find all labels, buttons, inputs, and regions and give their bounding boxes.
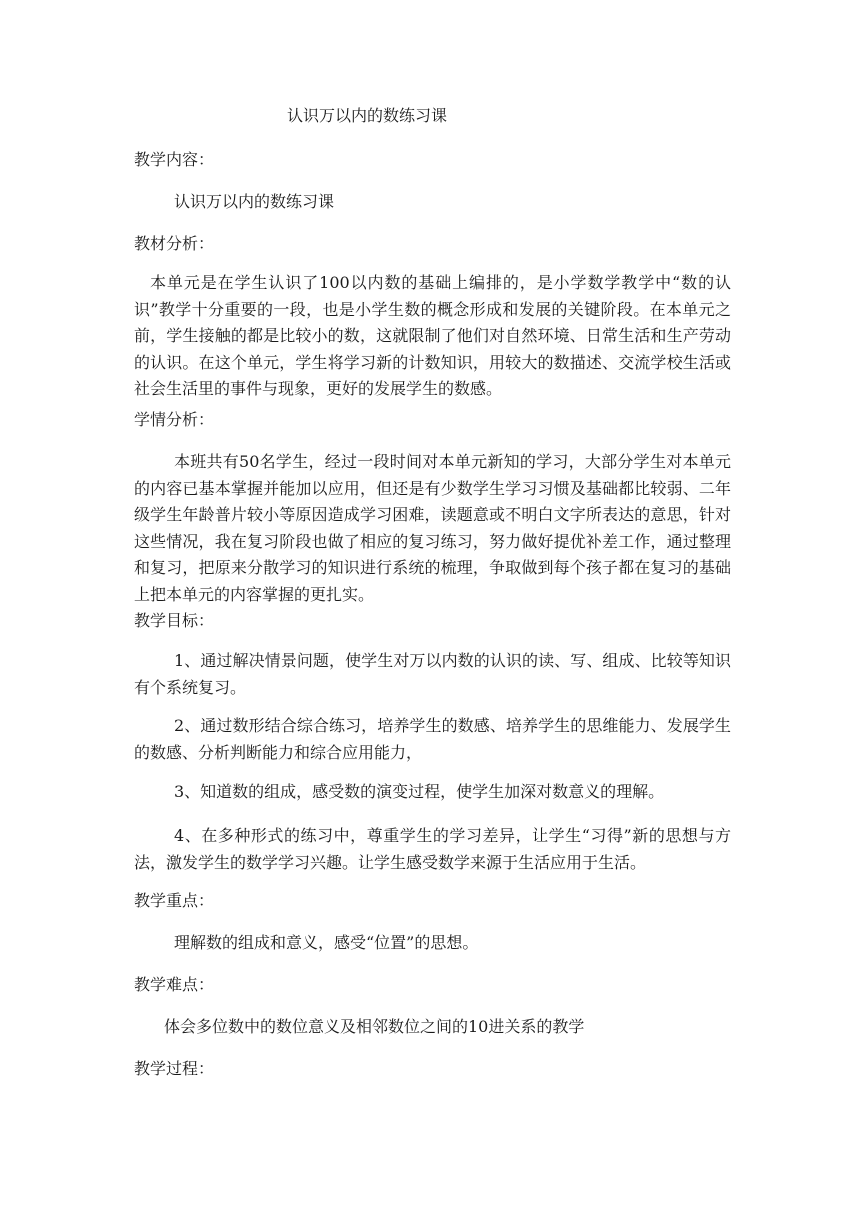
goals-heading: 教学目标： <box>134 611 215 630</box>
goal-item-1: 1、通过解决情景问题，使学生对万以内数的认识的读、写、组成、比较等知识有个系统复习。 <box>134 651 731 697</box>
material-paragraph: 本单元是在学生认识了100以内数的基础上编排的，是小学数学教学中“数的认识”教学十分重要的一段，也是小学生数的概念形成和发展的关键阶段。在本单元之前，学生接触的都是比较小的数，这就限制了他们对自然环境、日常生活和生产劳动的认识。在这个单元，学生将学习新的计数知识，用较大的数描述、交流学校生活或社会生活里的事件与现象，更好的发展学生的数感。 <box>134 273 731 398</box>
material-heading: 教材分析： <box>134 234 215 253</box>
document-title: 认识万以内的数练习课 <box>287 106 448 125</box>
goal-item-3: 3、知道数的组成，感受数的演变过程，使学生加深对数意义的理解。 <box>174 782 665 801</box>
goal-item-2: 2、通过数形结合综合练习，培养学生的数感、培养学生的思维能力、发展学生的数感、分析判断能力和综合应用能力， <box>134 716 731 762</box>
key-heading: 教学重点： <box>134 891 215 910</box>
goal-item-4: 4、在多种形式的练习中，尊重学生的学习差异，让学生“习得”新的思想与方法，激发学生的数学学习兴趣。让学生感受数学来源于生活应用于生活。 <box>134 826 731 872</box>
key-text: 理解数的组成和意义，感受“位置”的思想。 <box>174 933 479 952</box>
content-heading: 教学内容： <box>134 150 215 169</box>
situation-heading: 学情分析： <box>134 410 215 429</box>
content-text: 认识万以内的数练习课 <box>174 192 335 211</box>
situation-paragraph: 本班共有50名学生，经过一段时间对本单元新知的学习，大部分学生对本单元的内容已基本掌握并能加以应用，但还是有少数学生学习习惯及基础都比较弱、二年级学生年龄普片较小等原因造成学习困难，读题意或不明白文字所表达的意思，针对这些情况，我在复习阶段也做了相应的复习练习，努力做好提优补差工作，通过整理和复习，把原来分散学习的知识进行系统的梳理，争取做到每个孩子都在复习的基础上把本单元的内容掌握的更扎实。 <box>134 452 731 604</box>
difficulty-heading: 教学难点： <box>134 975 215 994</box>
process-heading: 教学过程： <box>134 1059 215 1078</box>
difficulty-text: 体会多位数中的数位意义及相邻数位之间的10进关系的教学 <box>164 1017 585 1036</box>
